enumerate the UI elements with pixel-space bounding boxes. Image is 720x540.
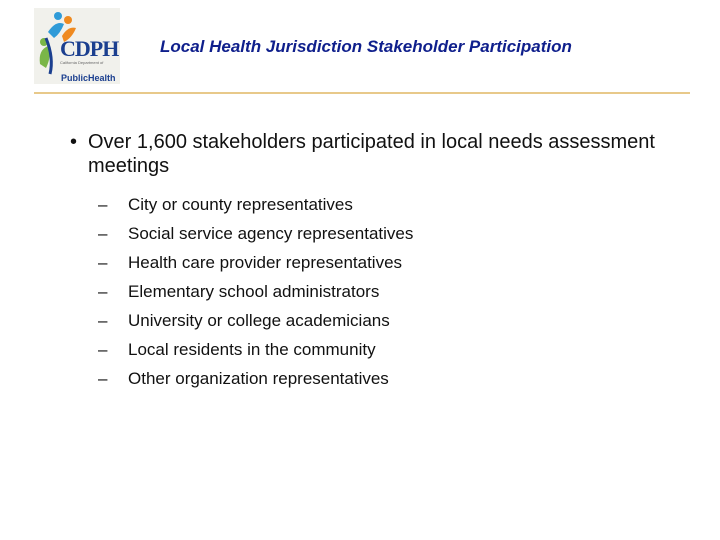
sub-bullet-list (98, 194, 413, 397)
sub-bullet-text: Elementary school administrators (128, 282, 380, 301)
sub-bullet-item (98, 223, 413, 252)
cdph-logo (34, 8, 120, 84)
sub-bullet-text: Other organization representatives (128, 369, 389, 388)
dash-marker: – (98, 282, 108, 301)
main-bullet (70, 130, 680, 178)
header-divider (34, 92, 690, 94)
sub-bullet-text: Social service agency representatives (128, 224, 414, 243)
sub-bullet-item (98, 339, 413, 368)
sub-bullet-text: Local residents in the community (128, 340, 376, 359)
sub-bullet-item (98, 281, 413, 310)
dash-marker: – (98, 340, 108, 359)
sub-bullet-item (98, 252, 413, 281)
sub-bullet-text: University or college academicians (128, 311, 390, 330)
logo-public-health: PublicHealth (61, 73, 116, 83)
sub-bullet-text: City or county representatives (128, 195, 353, 214)
sub-bullet-item (98, 368, 413, 397)
page-title: Local Health Jurisdiction Stakeholder Participation (160, 37, 572, 56)
main-bullet-text: Over 1,600 stakeholders participated in local needs assessment meetings (88, 131, 655, 177)
dash-marker: – (98, 369, 108, 388)
logo-abbreviation: CDPH (60, 36, 119, 61)
dash-marker: – (98, 311, 108, 330)
dash-marker: – (98, 195, 108, 214)
sub-bullet-text: Health care provider representatives (128, 253, 403, 272)
sub-bullet-item (98, 310, 413, 339)
dash-marker: – (98, 253, 108, 272)
dash-marker: – (98, 224, 108, 243)
bullet-marker: • (70, 131, 78, 153)
sub-bullet-item (98, 194, 413, 223)
logo-department-text: California Department of (60, 60, 104, 65)
